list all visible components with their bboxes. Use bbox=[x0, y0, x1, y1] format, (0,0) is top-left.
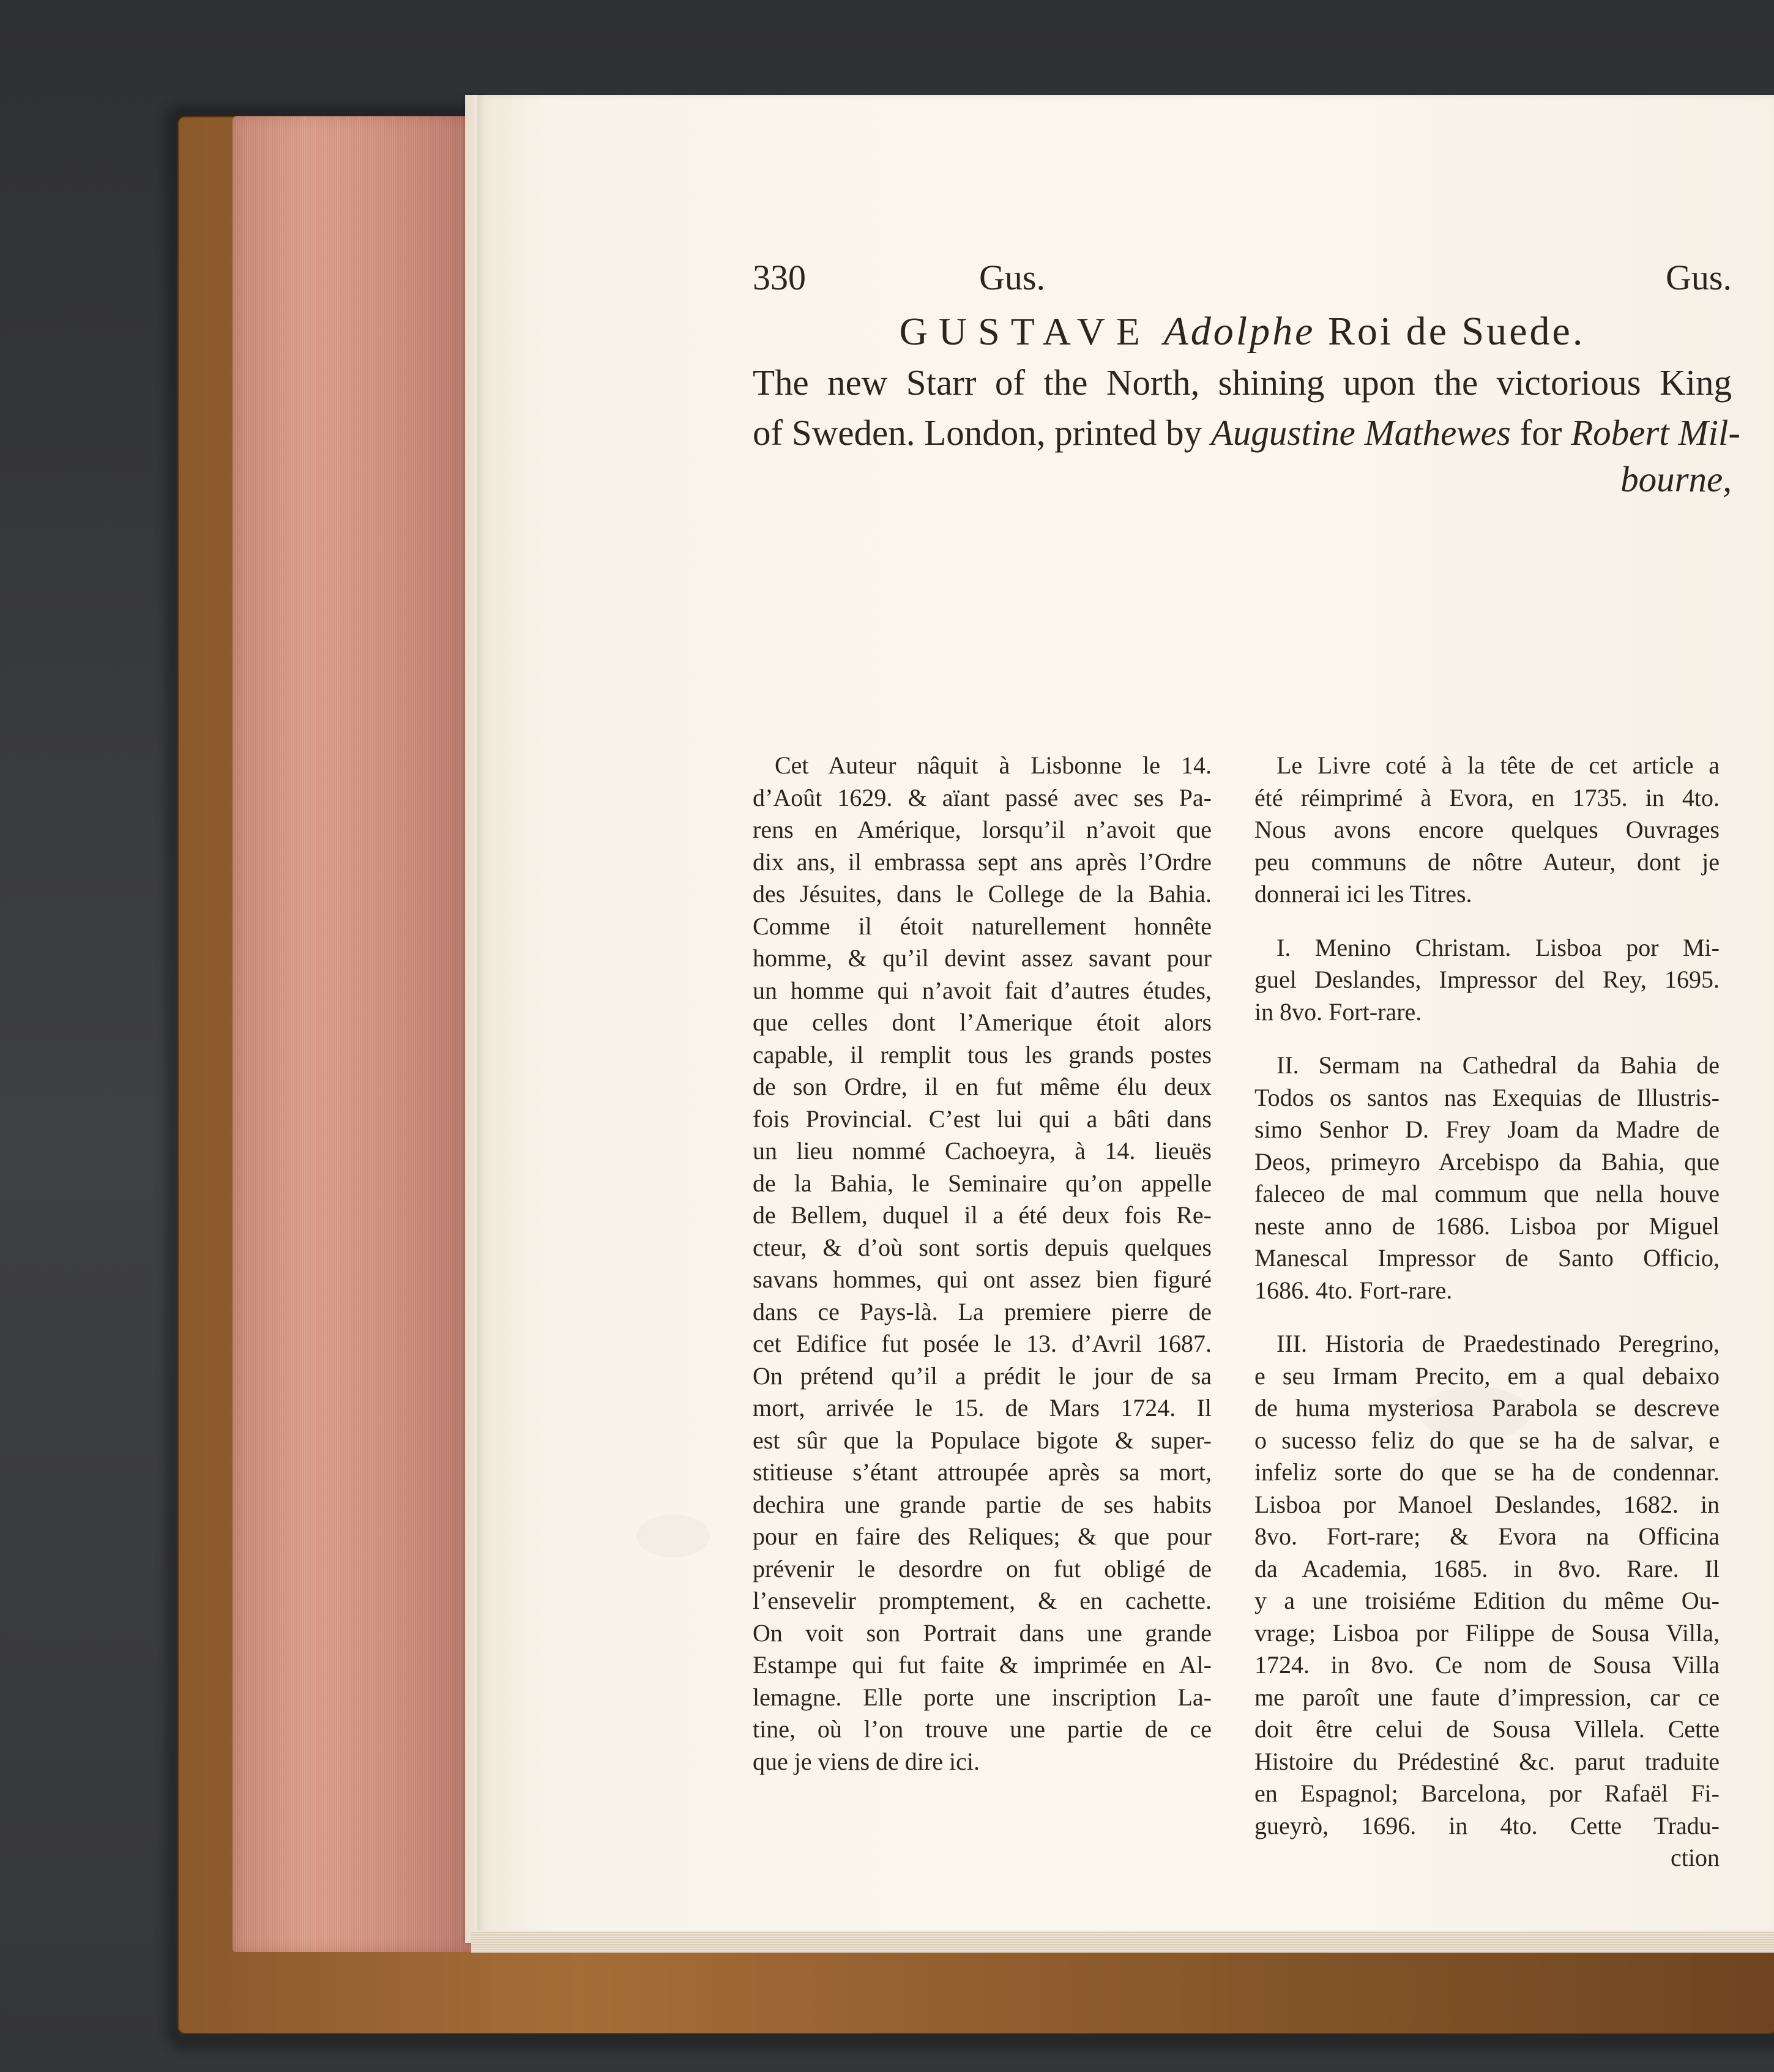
text-line: me paroît une faute d’impression, car ce bbox=[1254, 1683, 1720, 1711]
two-column-body bbox=[753, 750, 1732, 1871]
text-line: mort, arrivée le 15. de Mars 1724. Il bbox=[753, 1394, 1212, 1422]
text-line: dans ce Pays-là. La premiere pierre de bbox=[753, 1297, 1212, 1325]
text-line: 1686. 4to. Fort-rare. bbox=[1254, 1276, 1453, 1304]
text-line: doit être celui de Sousa Villela. Cette bbox=[1254, 1715, 1720, 1743]
imprint-printer: Augustine Mathewes bbox=[1210, 412, 1511, 453]
text-line: gueyrò, 1696. in 4to. Cette Tradu- bbox=[1254, 1811, 1720, 1839]
imprint-text: of Sweden. London, printed by bbox=[753, 412, 1202, 453]
text-line: faleceo de mal commum que nella houve bbox=[1254, 1180, 1720, 1207]
text-line: homme, & qu’il devint assez savant pour bbox=[753, 944, 1212, 972]
left-column bbox=[753, 750, 1212, 1778]
text-line: III. Historia de Praedestinado Peregrino, bbox=[1276, 1330, 1720, 1357]
page-edges-red-sprinkled bbox=[233, 116, 477, 1952]
text-line: de huma mysteriosa Parabola se descreve bbox=[1254, 1394, 1720, 1422]
right-column bbox=[1254, 750, 1720, 1874]
printed-text-area bbox=[753, 245, 1741, 1871]
text-line: y a une troisiéme Edition du même Ou- bbox=[1254, 1587, 1720, 1614]
text-line: Histoire du Prédestiné &c. parut traduite bbox=[1254, 1747, 1720, 1775]
text-line: cet Edifice fut posée le 13. d’Avril 1687. bbox=[753, 1330, 1212, 1357]
paragraph-gap bbox=[1254, 1028, 1720, 1049]
text-line: que je viens de dire ici. bbox=[753, 1747, 980, 1775]
text-line: vrage; Lisboa por Filippe de Sousa Villa, bbox=[1254, 1619, 1720, 1647]
text-line: capable, il remplit tous les grands postes bbox=[753, 1040, 1212, 1068]
text-line: Cet Auteur nâquit à Lisbonne le 14. bbox=[775, 751, 1212, 779]
text-line: da Academia, 1685. in 8vo. Rare. Il bbox=[1254, 1554, 1720, 1582]
page-block-bottom-edge bbox=[471, 1931, 1774, 1953]
text-line: Estampe qui fut faite & imprimée en Al- bbox=[753, 1651, 1212, 1679]
text-line: o sucesso feliz do que se ha de salvar, e bbox=[1254, 1426, 1720, 1454]
text-line: dechira une grande partie de ses habits bbox=[753, 1490, 1212, 1518]
text-line: que celles dont l’Amerique étoit alors bbox=[753, 1008, 1212, 1036]
text-line: donnerai ici les Titres. bbox=[1254, 880, 1472, 907]
text-line: Deos, primeyro Arcebispo da Bahia, que bbox=[1254, 1147, 1720, 1176]
entry-heading bbox=[753, 306, 1732, 357]
text-line: dix ans, il embrassa sept ans après l’Ordre bbox=[753, 848, 1212, 876]
text-line: tine, où l’on trouve une partie de ce bbox=[753, 1715, 1212, 1743]
text-line: Le Livre coté à la tête de cet article a bbox=[1276, 751, 1720, 779]
running-head-right: Gus. bbox=[1666, 258, 1732, 297]
text-line: l’ensevelir promptement, & en cachette. bbox=[753, 1587, 1212, 1614]
text-line: des Jésuites, dans le College de la Bahia. bbox=[753, 880, 1212, 907]
text-line: prévenir le desordre on fut obligé de bbox=[753, 1554, 1212, 1582]
paragraph-gap bbox=[1254, 1306, 1720, 1328]
text-line: 8vo. Fort-rare; & Evora na Officina bbox=[1254, 1522, 1720, 1550]
text-line: simo Senhor D. Frey Joam da Madre de bbox=[1254, 1116, 1720, 1143]
text-line: été réimprimé à Evora, en 1735. in 4to. bbox=[1254, 783, 1720, 811]
text-line: de Bellem, duquel il a été deux fois Re- bbox=[753, 1201, 1212, 1229]
text-line: est sûr que la Populace bigote & super- bbox=[753, 1426, 1212, 1454]
heading-rest: Roi de Suede. bbox=[1327, 309, 1586, 354]
text-line: fois Provincial. C’est lui qui a bâti dans bbox=[753, 1105, 1212, 1133]
text-line: lemagne. Elle porte une inscription La- bbox=[753, 1683, 1212, 1711]
text-line: Todos os santos nas Exequias de Illustris- bbox=[1254, 1083, 1720, 1111]
text-line: de son Ordre, il en fut même élu deux bbox=[753, 1073, 1212, 1100]
book-imprint-continuation: bourne, bbox=[1620, 459, 1732, 499]
text-line: Comme il étoit naturellement honnête bbox=[753, 912, 1212, 940]
text-line: Lisboa por Manoel Deslandes, 1682. in bbox=[1254, 1490, 1720, 1518]
page-number: 330 bbox=[753, 258, 806, 297]
text-line: rens en Amérique, lorsqu’il n’avoit que bbox=[753, 816, 1212, 843]
text-line: guel Deslandes, Impressor del Rey, 1695. bbox=[1254, 966, 1720, 993]
text-line: un homme qui n’avoit fait d’autres études, bbox=[753, 976, 1212, 1004]
imprint-publisher: Robert Mil- bbox=[1571, 412, 1741, 453]
text-line: Nous avons encore quelques Ouvrages bbox=[1254, 816, 1720, 843]
text-line: 1724. in 8vo. Ce nom de Sousa Villa bbox=[1254, 1651, 1720, 1679]
text-line: infeliz sorte do que se ha de condennar. bbox=[1254, 1458, 1720, 1486]
text-line: stitieuse s’étant attroupée après sa mort, bbox=[753, 1458, 1212, 1486]
text-line: pour en faire des Reliques; & que pour bbox=[753, 1522, 1212, 1550]
text-line: On prétend qu’il a prédit le jour de sa bbox=[753, 1362, 1212, 1390]
text-line: I. Menino Christam. Lisboa por Mi- bbox=[1276, 933, 1720, 961]
text-line: en Espagnol; Barcelona, por Rafaël Fi- bbox=[1254, 1779, 1720, 1807]
heading-name: GUSTAVE bbox=[899, 310, 1151, 353]
text-line: Manescal Impressor de Santo Officio, bbox=[1254, 1244, 1720, 1272]
running-head bbox=[753, 245, 1732, 312]
paragraph-gap bbox=[1254, 911, 1720, 932]
page-foxing-mark bbox=[636, 1515, 710, 1557]
text-line: e seu Irmam Precito, em a qual debaixo bbox=[1254, 1362, 1720, 1390]
text-line: peu communs de nôtre Auteur, dont je bbox=[1254, 848, 1720, 876]
text-line: cteur, & d’où sont sortis depuis quelques bbox=[753, 1233, 1212, 1261]
imprint-for: for bbox=[1519, 412, 1562, 453]
book-imprint-line bbox=[753, 408, 1741, 458]
heading-italic-name: Adolphe bbox=[1163, 309, 1316, 354]
running-head-left: Gus. bbox=[979, 258, 1045, 297]
text-line: de la Bahia, le Seminaire qu’on appelle bbox=[753, 1169, 1212, 1197]
book-title-line: The new Starr of the North, shining upon the victorious King bbox=[753, 362, 1732, 403]
text-line: un lieu nommé Cachoeyra, à 14. lieuës bbox=[753, 1137, 1212, 1165]
text-line: neste anno de 1686. Lisboa por Miguel bbox=[1254, 1212, 1720, 1240]
text-line: in 8vo. Fort-rare. bbox=[1254, 997, 1422, 1026]
text-line: savans hommes, qui ont assez bien figuré bbox=[753, 1265, 1212, 1293]
entry-title bbox=[753, 306, 1741, 504]
catchword: ction bbox=[1671, 1844, 1720, 1871]
text-line: d’Août 1629. & aïant passé avec ses Pa- bbox=[753, 783, 1212, 811]
text-line: On voit son Portrait dans une grande bbox=[753, 1619, 1212, 1647]
text-line: II. Sermam na Cathedral da Bahia de bbox=[1276, 1051, 1720, 1079]
